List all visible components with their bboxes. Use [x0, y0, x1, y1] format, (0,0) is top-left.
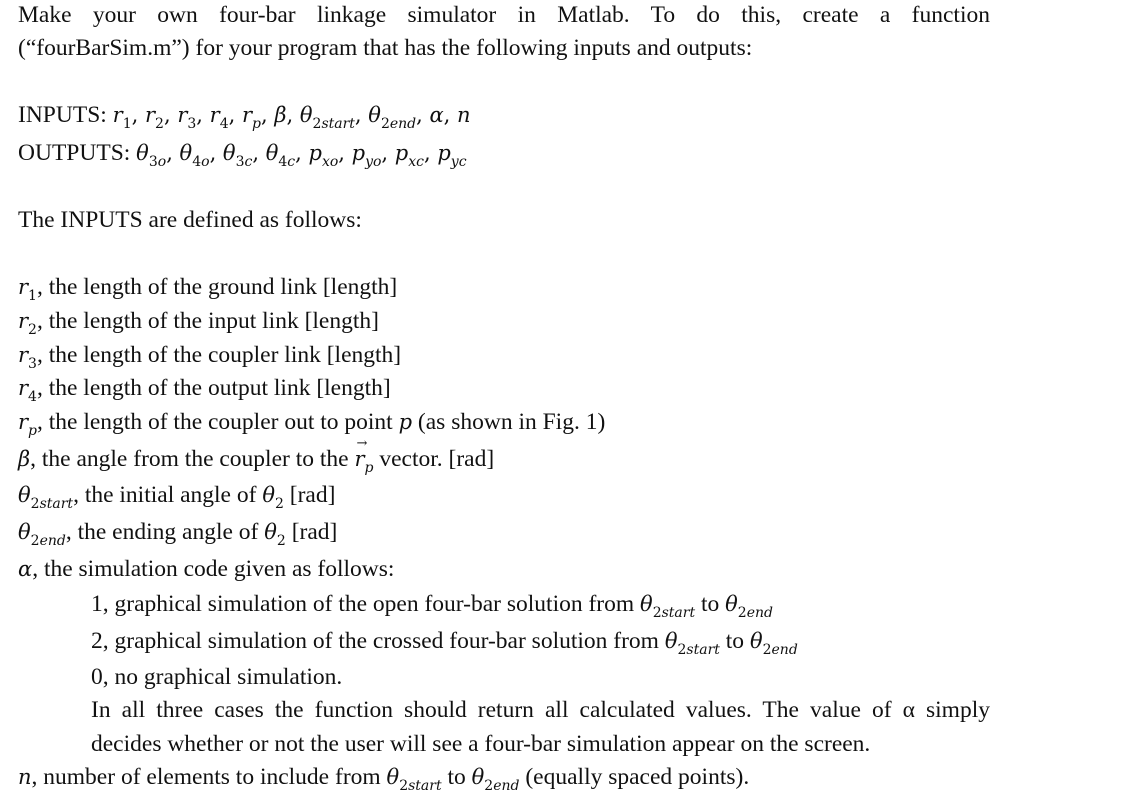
alpha-case-0: 0, no graphical simulation. [91, 664, 343, 690]
definition-theta2end: $\theta_{2end}$, the ending angle of $\theta_2$ [rad] [18, 519, 338, 549]
definition-r2: $r_2$, the length of the input link [length] [18, 308, 379, 338]
alpha-note-line-2: decides whether or not the user will see a four-bar simulation appear on the screen. [91, 731, 871, 757]
definition-rp: $r_p$, the length of the coupler out to point p (as shown in Fig. 1) [18, 409, 606, 439]
inputs-label: INPUTS: [18, 102, 113, 128]
definitions-heading: The INPUTS are defined as follows: [18, 207, 362, 233]
outputs-symbols: $\theta_{3o}$, $\theta_{4o}$, $\theta_{3c}$, $\theta_{4c}$, $p_{xo}$, $p_{yo}$, $p_{xc}$, $p_{yc}$ [136, 141, 467, 170]
alpha-case-1: 1, graphical simulation of the open four-bar solution from $\theta_{2start}$ to $\theta_{2end}$ [91, 591, 773, 621]
definition-theta2start: $\theta_{2start}$, the initial angle of $\theta_2$ [rad] [18, 482, 336, 512]
inputs-symbols: $r_1$, $r_2$, $r_3$, $r_4$, $r_p$, β, $\theta_{2start}$, $\theta_{2end}$, α, n [112, 103, 471, 132]
definition-r3: $r_3$, the length of the coupler link [length] [18, 342, 402, 372]
outputs-line [18, 140, 467, 170]
alpha-case-2: 2, graphical simulation of the crossed four-bar solution from $\theta_{2start}$ to $\theta_{2end}$ [91, 628, 798, 658]
definition-beta: β, the angle from the coupler to the → $r_p$ vector. [rad] [18, 448, 494, 472]
definition-r1: $r_1$, the length of the ground link [length] [18, 274, 398, 304]
intro-line-2: (“fourBarSim.m”) for your program that has the following inputs and outputs: [18, 35, 753, 61]
definition-r4: $r_4$, the length of the output link [length] [18, 375, 391, 405]
inputs-line [18, 102, 471, 132]
outputs-label: OUTPUTS: [18, 140, 137, 166]
alpha-note-line-1: In all three cases the function should return all calculated values. The value of α simply [91, 697, 990, 723]
definition-alpha: α, the simulation code given as follows: [18, 556, 395, 582]
intro-line-1: Make your own four-bar linkage simulator in Matlab. To do this, create a function [18, 2, 990, 28]
definition-n: n, number of elements to include from $\theta_{2start}$ to $\theta_{2end}$ (equally spaced points). [18, 764, 750, 794]
